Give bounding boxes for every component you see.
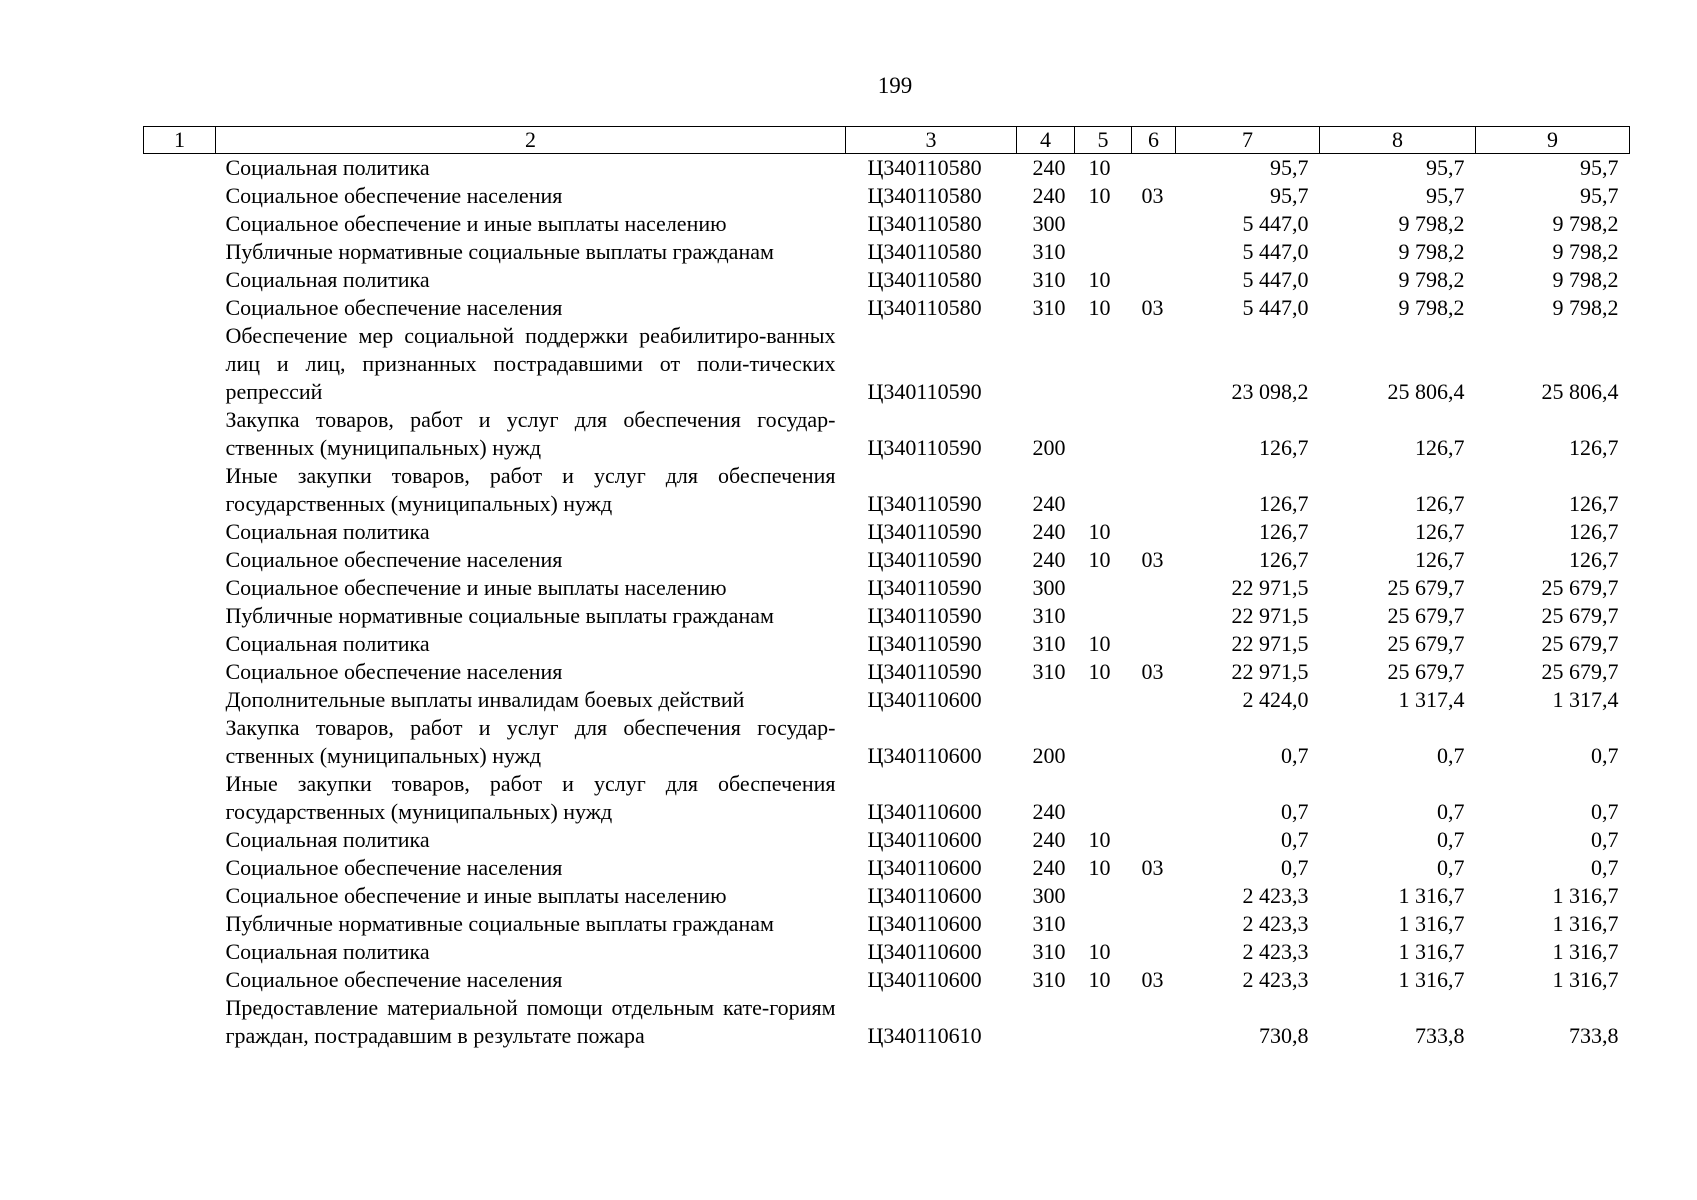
expense-type: 310 (1032, 967, 1066, 992)
amount-col7: 0,7 (1281, 743, 1309, 768)
expense-type: 240 (1032, 155, 1066, 180)
section-code: 10 (1088, 827, 1111, 852)
table-row (144, 238, 1630, 266)
item-name: Дополнительные выплаты инвалидам боевых действий (225, 687, 745, 712)
section-code: 10 (1088, 659, 1111, 684)
amount-col9: 9 798,2 (1552, 295, 1619, 320)
expense-type: 200 (1032, 743, 1066, 768)
section-code: 10 (1088, 267, 1111, 292)
cell-col1 (144, 630, 216, 658)
expense-type: 240 (1032, 827, 1066, 852)
item-name: Обеспечение мер социальной поддержки реабилитиро-ванных лиц и лиц, признанных пострадавшими от поли-тических репрессий (225, 323, 836, 404)
cell-col1 (144, 210, 216, 238)
target-code: Ц340110590 (867, 659, 982, 684)
item-name: Социальное обеспечение населения (225, 183, 563, 208)
expense-type (1017, 686, 1075, 714)
amount-col7: 0,7 (1281, 799, 1309, 824)
table-row (144, 658, 1630, 686)
expense-type: 300 (1032, 883, 1066, 908)
amount-col8: 25 679,7 (1387, 659, 1465, 684)
table-row (144, 154, 1630, 183)
cell-col1 (144, 406, 216, 462)
cell-col1 (144, 266, 216, 294)
expense-type: 310 (1032, 659, 1066, 684)
subsection-code (1132, 826, 1176, 854)
target-code: Ц340110600 (867, 687, 982, 712)
amount-col9: 95,7 (1580, 183, 1619, 208)
cell-col1 (144, 658, 216, 686)
cell-col1 (144, 294, 216, 322)
amount-col9: 25 806,4 (1541, 379, 1619, 404)
amount-col8: 25 679,7 (1387, 631, 1465, 656)
table-row (144, 182, 1630, 210)
cell-col1 (144, 714, 216, 770)
cell-col1 (144, 574, 216, 602)
column-header: 4 (1017, 127, 1075, 154)
cell-col1 (144, 882, 216, 910)
amount-col8: 126,7 (1415, 435, 1465, 460)
amount-col7: 2 423,3 (1242, 939, 1309, 964)
item-name: Иные закупки товаров, работ и услуг для обеспечения государственных (муниципальных) нужд (225, 771, 836, 824)
column-header: 2 (216, 127, 846, 154)
cell-col1 (144, 826, 216, 854)
cell-col1 (144, 322, 216, 406)
item-name: Публичные нормативные социальные выплаты гражданам (225, 603, 774, 628)
expense-type: 310 (1032, 631, 1066, 656)
table-row (144, 210, 1630, 238)
table-row (144, 966, 1630, 994)
amount-col9: 126,7 (1569, 547, 1619, 572)
amount-col7: 5 447,0 (1242, 239, 1309, 264)
amount-col8: 1 316,7 (1398, 911, 1465, 936)
cell-col1 (144, 182, 216, 210)
subsection-code (1132, 406, 1176, 462)
item-name: Социальная политика (225, 939, 430, 964)
amount-col9: 733,8 (1569, 1023, 1619, 1048)
amount-col8: 126,7 (1415, 547, 1465, 572)
cell-col1 (144, 462, 216, 518)
section-code: 10 (1088, 155, 1111, 180)
amount-col8: 1 316,7 (1398, 967, 1465, 992)
target-code: Ц340110580 (867, 183, 982, 208)
amount-col8: 25 679,7 (1387, 575, 1465, 600)
amount-col7: 126,7 (1259, 519, 1309, 544)
item-name: Иные закупки товаров, работ и услуг для обеспечения государственных (муниципальных) нужд (225, 463, 836, 516)
table-row (144, 854, 1630, 882)
column-header: 7 (1176, 127, 1320, 154)
amount-col9: 126,7 (1569, 435, 1619, 460)
amount-col9: 1 316,7 (1552, 967, 1619, 992)
target-code: Ц340110600 (867, 883, 982, 908)
amount-col8: 9 798,2 (1398, 239, 1465, 264)
amount-col8: 9 798,2 (1398, 295, 1465, 320)
amount-col8: 9 798,2 (1398, 211, 1465, 236)
amount-col7: 126,7 (1259, 435, 1309, 460)
target-code: Ц340110590 (867, 603, 982, 628)
target-code: Ц340110590 (867, 631, 982, 656)
section-code (1075, 462, 1132, 518)
subsection-code: 03 (1141, 295, 1164, 320)
expense-type: 310 (1032, 911, 1066, 936)
expense-type: 200 (1032, 435, 1066, 460)
subsection-code: 03 (1141, 855, 1164, 880)
item-name: Социальная политика (225, 631, 430, 656)
amount-col7: 126,7 (1259, 491, 1309, 516)
amount-col8: 9 798,2 (1398, 267, 1465, 292)
item-name: Закупка товаров, работ и услуг для обеспечения государ-ственных (муниципальных) нужд (225, 715, 836, 768)
amount-col9: 0,7 (1591, 799, 1619, 824)
page-number: 199 (877, 73, 913, 98)
expense-type: 300 (1032, 575, 1066, 600)
budget-table (143, 126, 1630, 1050)
section-code (1075, 406, 1132, 462)
expense-type: 310 (1032, 239, 1066, 264)
target-code: Ц340110610 (867, 1023, 982, 1048)
target-code: Ц340110580 (867, 155, 982, 180)
table-row (144, 882, 1630, 910)
amount-col7: 5 447,0 (1242, 295, 1309, 320)
item-name: Социальная политика (225, 519, 430, 544)
amount-col9: 0,7 (1591, 827, 1619, 852)
section-code (1075, 322, 1132, 406)
subsection-code: 03 (1141, 659, 1164, 684)
section-code (1075, 574, 1132, 602)
cell-col1 (144, 938, 216, 966)
amount-col8: 126,7 (1415, 519, 1465, 544)
amount-col9: 1 316,7 (1552, 939, 1619, 964)
expense-type: 300 (1032, 211, 1066, 236)
amount-col8: 0,7 (1437, 827, 1465, 852)
column-header: 8 (1320, 127, 1476, 154)
amount-col8: 95,7 (1426, 183, 1465, 208)
item-name: Социальное обеспечение населения (225, 855, 563, 880)
section-code: 10 (1088, 547, 1111, 572)
table-row (144, 994, 1630, 1050)
subsection-code (1132, 154, 1176, 183)
amount-col8: 1 317,4 (1398, 687, 1465, 712)
target-code: Ц340110580 (867, 211, 982, 236)
subsection-code (1132, 770, 1176, 826)
amount-col7: 126,7 (1259, 547, 1309, 572)
table-body (144, 154, 1630, 1051)
cell-col1 (144, 154, 216, 183)
expense-type: 240 (1032, 491, 1066, 516)
table-row (144, 630, 1630, 658)
amount-col8: 0,7 (1437, 743, 1465, 768)
amount-col8: 733,8 (1415, 1023, 1465, 1048)
amount-col9: 95,7 (1580, 155, 1619, 180)
item-name: Социальное обеспечение населения (225, 547, 563, 572)
target-code: Ц340110600 (867, 799, 982, 824)
item-name: Социальное обеспечение населения (225, 659, 563, 684)
amount-col7: 2 423,3 (1242, 883, 1309, 908)
section-code (1075, 882, 1132, 910)
subsection-code: 03 (1141, 183, 1164, 208)
subsection-code (1132, 462, 1176, 518)
target-code: Ц340110590 (867, 379, 982, 404)
section-code: 10 (1088, 183, 1111, 208)
section-code (1075, 714, 1132, 770)
cell-col1 (144, 602, 216, 630)
expense-type: 240 (1032, 547, 1066, 572)
subsection-code (1132, 602, 1176, 630)
target-code: Ц340110600 (867, 855, 982, 880)
subsection-code (1132, 630, 1176, 658)
amount-col9: 0,7 (1591, 855, 1619, 880)
section-code: 10 (1088, 939, 1111, 964)
amount-col8: 95,7 (1426, 155, 1465, 180)
section-code: 10 (1088, 855, 1111, 880)
target-code: Ц340110600 (867, 967, 982, 992)
amount-col9: 126,7 (1569, 519, 1619, 544)
amount-col7: 95,7 (1270, 183, 1309, 208)
column-header: 5 (1075, 127, 1132, 154)
target-code: Ц340110590 (867, 435, 982, 460)
amount-col7: 5 447,0 (1242, 267, 1309, 292)
item-name: Публичные нормативные социальные выплаты гражданам (225, 239, 774, 264)
amount-col9: 0,7 (1591, 743, 1619, 768)
item-name: Социальная политика (225, 267, 430, 292)
subsection-code (1132, 210, 1176, 238)
table-row (144, 770, 1630, 826)
expense-type: 310 (1032, 295, 1066, 320)
column-header: 6 (1132, 127, 1176, 154)
amount-col8: 0,7 (1437, 799, 1465, 824)
amount-col9: 1 316,7 (1552, 911, 1619, 936)
cell-col1 (144, 238, 216, 266)
section-code: 10 (1088, 967, 1111, 992)
table-row (144, 714, 1630, 770)
target-code: Ц340110600 (867, 743, 982, 768)
expense-type (1017, 994, 1075, 1050)
table-row (144, 602, 1630, 630)
target-code: Ц340110590 (867, 575, 982, 600)
table-row (144, 546, 1630, 574)
target-code: Ц340110590 (867, 491, 982, 516)
subsection-code (1132, 266, 1176, 294)
section-code: 10 (1088, 295, 1111, 320)
target-code: Ц340110590 (867, 547, 982, 572)
table-row (144, 826, 1630, 854)
subsection-code (1132, 574, 1176, 602)
subsection-code (1132, 994, 1176, 1050)
expense-type: 240 (1032, 799, 1066, 824)
column-header: 3 (846, 127, 1017, 154)
table-row (144, 910, 1630, 938)
column-header: 9 (1476, 127, 1630, 154)
subsection-code (1132, 518, 1176, 546)
amount-col8: 25 679,7 (1387, 603, 1465, 628)
table-row (144, 294, 1630, 322)
expense-type: 240 (1032, 855, 1066, 880)
amount-col9: 25 679,7 (1541, 575, 1619, 600)
amount-col9: 1 316,7 (1552, 883, 1619, 908)
table-row (144, 266, 1630, 294)
section-code (1075, 910, 1132, 938)
cell-col1 (144, 910, 216, 938)
cell-col1 (144, 546, 216, 574)
amount-col9: 9 798,2 (1552, 239, 1619, 264)
target-code: Ц340110580 (867, 295, 982, 320)
amount-col8: 1 316,7 (1398, 883, 1465, 908)
section-code (1075, 686, 1132, 714)
expense-type: 240 (1032, 519, 1066, 544)
item-name: Публичные нормативные социальные выплаты гражданам (225, 911, 774, 936)
item-name: Социальное обеспечение населения (225, 295, 563, 320)
amount-col7: 22 971,5 (1231, 659, 1309, 684)
table-row (144, 518, 1630, 546)
amount-col8: 1 316,7 (1398, 939, 1465, 964)
target-code: Ц340110580 (867, 267, 982, 292)
expense-type (1017, 322, 1075, 406)
item-name: Социальное обеспечение и иные выплаты населению (225, 211, 727, 236)
amount-col7: 2 423,3 (1242, 967, 1309, 992)
amount-col7: 23 098,2 (1231, 379, 1309, 404)
amount-col7: 22 971,5 (1231, 603, 1309, 628)
subsection-code (1132, 882, 1176, 910)
section-code (1075, 994, 1132, 1050)
amount-col7: 22 971,5 (1231, 575, 1309, 600)
expense-type: 310 (1032, 939, 1066, 964)
amount-col9: 25 679,7 (1541, 603, 1619, 628)
item-name: Социальное обеспечение и иные выплаты населению (225, 883, 727, 908)
amount-col9: 25 679,7 (1541, 631, 1619, 656)
amount-col7: 22 971,5 (1231, 631, 1309, 656)
subsection-code (1132, 322, 1176, 406)
cell-col1 (144, 770, 216, 826)
column-header: 1 (144, 127, 216, 154)
amount-col9: 9 798,2 (1552, 211, 1619, 236)
item-name: Социальная политика (225, 827, 430, 852)
amount-col7: 0,7 (1281, 855, 1309, 880)
amount-col8: 0,7 (1437, 855, 1465, 880)
cell-col1 (144, 518, 216, 546)
section-code: 10 (1088, 519, 1111, 544)
amount-col8: 25 806,4 (1387, 379, 1465, 404)
expense-type: 310 (1032, 603, 1066, 628)
cell-col1 (144, 686, 216, 714)
item-name: Социальное обеспечение и иные выплаты населению (225, 575, 727, 600)
item-name: Социальное обеспечение населения (225, 967, 563, 992)
amount-col9: 9 798,2 (1552, 267, 1619, 292)
section-code (1075, 602, 1132, 630)
subsection-code (1132, 714, 1176, 770)
amount-col9: 25 679,7 (1541, 659, 1619, 684)
amount-col7: 2 424,0 (1242, 687, 1309, 712)
amount-col7: 5 447,0 (1242, 211, 1309, 236)
amount-col9: 1 317,4 (1552, 687, 1619, 712)
cell-col1 (144, 854, 216, 882)
subsection-code (1132, 910, 1176, 938)
table-header-row (144, 127, 1630, 154)
subsection-code: 03 (1141, 547, 1164, 572)
table-row (144, 406, 1630, 462)
table-row (144, 938, 1630, 966)
table-row (144, 686, 1630, 714)
amount-col7: 730,8 (1259, 1023, 1309, 1048)
amount-col7: 2 423,3 (1242, 911, 1309, 936)
item-name: Закупка товаров, работ и услуг для обеспечения государ-ственных (муниципальных) нужд (225, 407, 836, 460)
cell-col1 (144, 994, 216, 1050)
subsection-code (1132, 238, 1176, 266)
table-row (144, 574, 1630, 602)
subsection-code (1132, 938, 1176, 966)
section-code (1075, 238, 1132, 266)
section-code (1075, 210, 1132, 238)
amount-col7: 95,7 (1270, 155, 1309, 180)
table-row (144, 322, 1630, 406)
expense-type: 240 (1032, 183, 1066, 208)
expense-type: 310 (1032, 267, 1066, 292)
target-code: Ц340110600 (867, 939, 982, 964)
item-name: Предоставление материальной помощи отдельным кате-гориям граждан, пострадавшим в результате пожара (225, 995, 836, 1048)
table-row (144, 462, 1630, 518)
target-code: Ц340110580 (867, 239, 982, 264)
item-name: Социальная политика (225, 155, 430, 180)
section-code (1075, 770, 1132, 826)
target-code: Ц340110600 (867, 911, 982, 936)
subsection-code (1132, 686, 1176, 714)
subsection-code: 03 (1141, 967, 1164, 992)
amount-col8: 126,7 (1415, 491, 1465, 516)
amount-col7: 0,7 (1281, 827, 1309, 852)
target-code: Ц340110600 (867, 827, 982, 852)
section-code: 10 (1088, 631, 1111, 656)
cell-col1 (144, 966, 216, 994)
amount-col9: 126,7 (1569, 491, 1619, 516)
target-code: Ц340110590 (867, 519, 982, 544)
